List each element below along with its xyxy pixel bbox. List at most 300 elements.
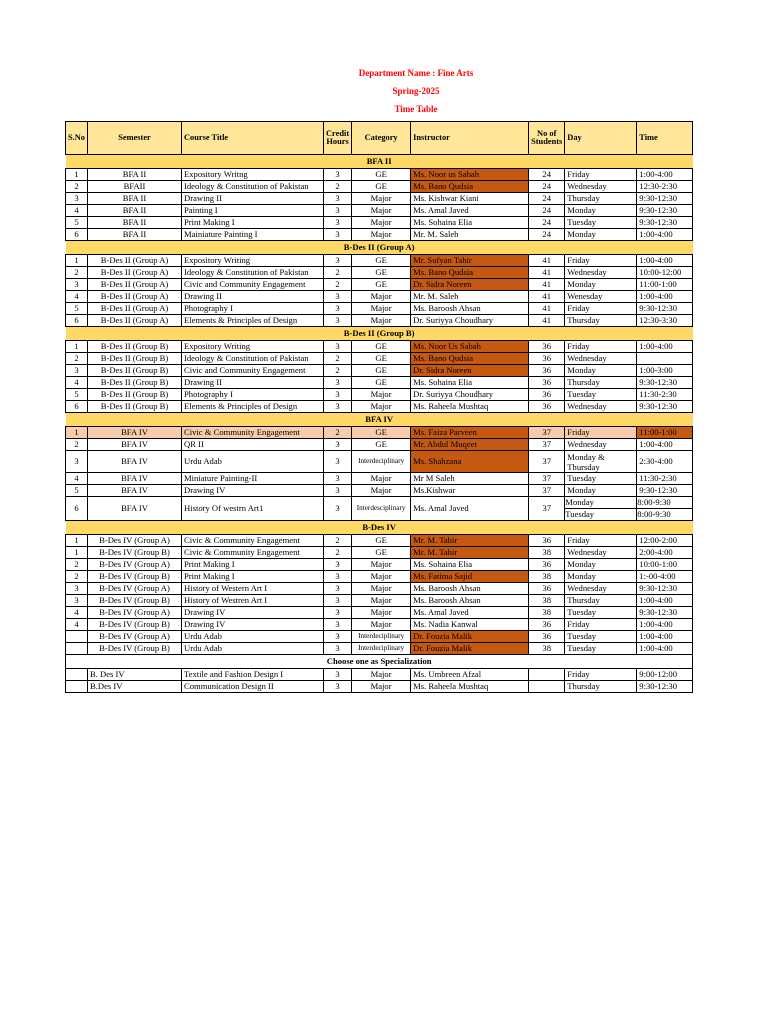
semester-cell: B-Des IV (Group A) [88,559,182,571]
course-cell: Drawing II [182,377,324,389]
day-cell: Wednesday [565,583,637,595]
table-row [66,229,693,241]
credits-cell: 3 [324,439,352,451]
course-cell: Drawing IV [182,485,324,497]
category-cell: GE [352,255,411,267]
sno-cell: 1 [66,169,88,181]
students-cell: 37 [529,497,565,521]
time-cell [637,497,693,521]
time-cell: 1:00-4:00 [637,291,693,303]
instructor-cell: Ms.Kishwar [411,485,529,497]
students-cell: 36 [529,619,565,631]
table-row [66,559,693,571]
category-cell: GE [352,353,411,365]
course-cell: Ideology & Constitution of Pakistan [182,353,324,365]
time-cell: 9:30-12:30 [637,681,693,693]
sno-cell: 4 [66,377,88,389]
category-cell: Major [352,583,411,595]
time-cell: 1:00-4:00 [637,631,693,643]
instructor-cell: Ms. Amal Javed [411,497,529,521]
students-cell: 24 [529,205,565,217]
category-cell: Major [352,229,411,241]
day-cell: Thursday [565,681,637,693]
semester-cell: BFA IV [88,473,182,485]
instructor-cell: Mr M Saleh [411,473,529,485]
semester-cell: BFA II [88,169,182,181]
category-cell: GE [352,427,411,439]
table-row [66,279,693,291]
time-line: 8:00-9:30 [637,497,671,507]
instructor-cell: Mr. M. Tahir [411,547,529,559]
students-cell: 36 [529,341,565,353]
day-cell: Tuesday [565,389,637,401]
course-cell: Mainiature Painting I [182,229,324,241]
sno-cell: 3 [66,193,88,205]
day-cell: Thursday [565,595,637,607]
instructor-cell: Ms. Kishwar Kiani [411,193,529,205]
semester-cell: BFA IV [88,439,182,451]
day-cell: Friday [565,255,637,267]
instructor-cell: Ms. Nadia Kanwal [411,619,529,631]
department-name: Department Name : Fine Arts [358,68,474,78]
semester-cell: B-Des II (Group A) [88,291,182,303]
semester-cell: BFA IV [88,427,182,439]
sno-cell: 4 [66,619,88,631]
table-row [66,547,693,559]
credits-cell: 3 [324,401,352,413]
sno-cell: 4 [66,291,88,303]
day-cell: Tuesday [565,607,637,619]
day-cell: Wednesday [565,401,637,413]
credits-cell: 3 [324,205,352,217]
students-cell: 36 [529,559,565,571]
semester-cell: B-Des IV (Group B) [88,619,182,631]
time-cell: 11:30-2:30 [637,473,693,485]
category-cell: Major [352,681,411,693]
students-cell: 37 [529,451,565,473]
semester-cell: B.Des IV [88,681,182,693]
sno-cell: 4 [66,607,88,619]
credits-cell: 2 [324,547,352,559]
time-cell: 12:30-2:30 [637,181,693,193]
sno-cell: 5 [66,303,88,315]
semester-cell: BFA IV [88,497,182,521]
instructor-cell: Ms. Raheela Mushtaq [411,681,529,693]
time-cell: 10:00-1:00 [637,559,693,571]
category-cell: Major [352,217,411,229]
course-cell: Civic and Community Engagement [182,365,324,377]
term-label: Spring-2025 [392,86,440,96]
section-title: Choose one as Specialization [66,655,693,669]
sno-cell: 6 [66,315,88,327]
instructor-cell: Ms. Noor Us Sabah [411,341,529,353]
credits-cell: 2 [324,353,352,365]
course-cell: Elements & Principles of Design [182,315,324,327]
time-cell [637,353,693,365]
day-cell: Friday [565,619,637,631]
day-cell: Wednesday [565,181,637,193]
category-cell: GE [352,341,411,353]
day-cell: Friday [565,535,637,547]
category-cell: GE [352,279,411,291]
time-cell: 10:00-12:00 [637,267,693,279]
category-cell: Major [352,291,411,303]
table-row [66,643,693,655]
category-cell: GE [352,535,411,547]
sno-cell: 2 [66,267,88,279]
students-cell: 41 [529,267,565,279]
category-cell: Interdeciplinary [352,643,411,655]
header-row [66,122,693,155]
time-cell: 1:00-4:00 [637,643,693,655]
table-row [66,473,693,485]
day-cell: Monday [565,559,637,571]
table-row [66,631,693,643]
students-cell: 38 [529,547,565,559]
sno-cell [66,681,88,693]
col-credit-hours: Credit Hours [324,122,352,155]
section-title: B-Des II (Group A) [66,241,693,255]
category-cell: GE [352,365,411,377]
time-cell: 9:30-12:30 [637,303,693,315]
students-cell: 36 [529,535,565,547]
semester-cell: B-Des II (Group B) [88,389,182,401]
students-cell: 36 [529,631,565,643]
credits-cell: 3 [324,169,352,181]
semester-cell: B-Des II (Group B) [88,377,182,389]
time-cell: 9:30-12:30 [637,217,693,229]
course-cell: Ideology & Constitution of Pakistan [182,267,324,279]
semester-cell: B-Des II (Group B) [88,365,182,377]
credits-cell: 2 [324,365,352,377]
table-row [66,193,693,205]
sno-cell: 4 [66,205,88,217]
category-cell: Major [352,389,411,401]
course-cell: Drawing II [182,291,324,303]
time-cell: 9:30-12:30 [637,205,693,217]
sno-cell: 5 [66,389,88,401]
instructor-cell: Ms. Shahzana [411,451,529,473]
table-row [66,303,693,315]
category-cell: GE [352,547,411,559]
students-cell: 41 [529,279,565,291]
instructor-cell: Ms. Amal Javed [411,205,529,217]
day-cell: Tuesday [565,473,637,485]
instructor-cell: Ms. Faiza Parveen [411,427,529,439]
semester-cell: B-Des IV (Group A) [88,631,182,643]
instructor-cell: Mr. Sufyan Tahir [411,255,529,267]
course-cell: Drawing IV [182,607,324,619]
course-cell: Communication Design II [182,681,324,693]
day-cell: Thursday [565,193,637,205]
sno-cell: 2 [66,571,88,583]
course-cell: History of Westren Art I [182,595,324,607]
course-cell: Elements & Principles of Design [182,401,324,413]
instructor-cell: Mr. M. Saleh [411,229,529,241]
time-cell: 1:00-4:00 [637,619,693,631]
section-header [66,413,693,427]
sno-cell [66,643,88,655]
course-cell: Civic & Community Engagement [182,535,324,547]
semester-cell: BFA II [88,217,182,229]
credits-cell: 3 [324,583,352,595]
course-cell: Drawing IV [182,619,324,631]
sno-cell: 6 [66,401,88,413]
day-cell: Monday [565,365,637,377]
instructor-cell: Dr. Sidra Noreen [411,365,529,377]
day-cell: Monday [565,571,637,583]
category-cell: GE [352,377,411,389]
sno-cell: 2 [66,559,88,571]
course-cell: Textile and Fashion Design I [182,669,324,681]
students-cell: 38 [529,607,565,619]
semester-cell: BFA IV [88,451,182,473]
credits-cell: 3 [324,681,352,693]
sno-cell: 3 [66,595,88,607]
instructor-cell: Ms. Umbreen Afzal [411,669,529,681]
semester-cell: BFAII [88,181,182,193]
semester-cell: B. Des IV [88,669,182,681]
instructor-cell: Dr. Fouzia Malik [411,631,529,643]
sno-cell: 1 [66,427,88,439]
table-row [66,169,693,181]
semester-cell: B-Des II (Group B) [88,341,182,353]
time-cell: 1:-00-4:00 [637,571,693,583]
credits-cell: 3 [324,473,352,485]
table-row [66,315,693,327]
sno-cell: 6 [66,229,88,241]
semester-cell: B-Des IV (Group A) [88,535,182,547]
col-day: Day [565,122,637,155]
time-cell: 1:00-3:00 [637,365,693,377]
semester-cell: B-Des IV (Group B) [88,595,182,607]
semester-cell: B-Des IV (Group B) [88,547,182,559]
credits-cell: 3 [324,669,352,681]
time-cell: 11:00-1:00 [637,279,693,291]
instructor-cell: Dr. Suriyya Choudhary [411,315,529,327]
table-row [66,377,693,389]
category-cell: Major [352,607,411,619]
table-row [66,669,693,681]
time-cell: 9:30-12:30 [637,607,693,619]
course-cell: Urdu Adab [182,451,324,473]
table-row [66,217,693,229]
students-cell: 38 [529,595,565,607]
col-instructor: Instructor [411,122,529,155]
semester-cell: B-Des IV (Group A) [88,583,182,595]
instructor-cell: Ms. Sohaina Elia [411,559,529,571]
semester-cell: B-Des II (Group A) [88,279,182,291]
sno-cell: 3 [66,583,88,595]
sno-cell: 5 [66,217,88,229]
sno-cell: 3 [66,451,88,473]
course-cell: Drawing II [182,193,324,205]
table-row [66,571,693,583]
instructor-cell: Ms. Baroosh Ahsan [411,595,529,607]
students-cell: 37 [529,485,565,497]
category-cell: Major [352,619,411,631]
day-cell: Wednesday [565,267,637,279]
time-cell: 9:30-12:30 [637,377,693,389]
table-row [66,255,693,267]
instructor-cell: Ms. Noor us Sabah [411,169,529,181]
day-cell: Wenesday [565,291,637,303]
time-cell: 9:30-12:30 [637,485,693,497]
category-cell: Interdeciplinary [352,631,411,643]
category-cell: Major [352,401,411,413]
credits-cell: 3 [324,255,352,267]
page-title: Time Table [394,104,438,114]
time-cell: 9:00-12:00 [637,669,693,681]
semester-cell: B-Des II (Group A) [88,255,182,267]
semester-cell: B-Des IV (Group B) [88,571,182,583]
instructor-cell: Ms. Fatima Sajid [411,571,529,583]
course-cell: Photography I [182,389,324,401]
credits-cell: 3 [324,291,352,303]
course-cell: QR II [182,439,324,451]
table-row [66,583,693,595]
instructor-cell: Dr. Fouzia Malik [411,643,529,655]
course-cell: Print Making I [182,571,324,583]
credits-cell: 3 [324,497,352,521]
instructor-cell: Ms. Bano Qudsia [411,353,529,365]
students-cell: 24 [529,169,565,181]
instructor-cell: Ms. Raheela Mushtaq [411,401,529,413]
students-cell: 37 [529,473,565,485]
time-cell: 9:30-12:30 [637,193,693,205]
students-cell [529,669,565,681]
semester-cell: B-Des IV (Group A) [88,607,182,619]
credits-cell: 3 [324,377,352,389]
instructor-cell: Ms. Bano Qudsia [411,181,529,193]
section-title: BFA IV [66,413,693,427]
section-header [66,155,693,169]
day-cell: Thursday [565,377,637,389]
time-cell: 1:00-4:00 [637,255,693,267]
students-cell [529,681,565,693]
credits-cell: 3 [324,315,352,327]
semester-cell: B-Des II (Group A) [88,267,182,279]
col-semester: Semester [88,122,182,155]
time-cell: 11:30-2:30 [637,389,693,401]
time-cell: 1:00-4:00 [637,439,693,451]
credits-cell: 2 [324,267,352,279]
course-cell: Civic & Community Engagement [182,547,324,559]
instructor-cell: Dr. Sidra Noreen [411,279,529,291]
time-cell: 9:30-12:30 [637,401,693,413]
time-line: 8:00-9:30 [637,508,692,520]
course-cell: Expository Writng [182,169,324,181]
credits-cell: 3 [324,303,352,315]
table-row [66,427,693,439]
course-cell: Photography I [182,303,324,315]
category-cell: Major [352,571,411,583]
time-cell: 2:30-4:00 [637,451,693,473]
students-cell: 36 [529,583,565,595]
students-cell: 37 [529,427,565,439]
students-cell: 24 [529,217,565,229]
course-cell: Ideology & Constitution of Pakistan [182,181,324,193]
credits-cell: 3 [324,559,352,571]
sno-cell: 1 [66,255,88,267]
sno-cell: 1 [66,341,88,353]
credits-cell: 3 [324,217,352,229]
students-cell: 37 [529,439,565,451]
section-title: B-Des IV [66,521,693,535]
course-cell: History Of westrn Art1 [182,497,324,521]
table-row [66,353,693,365]
col-students: No of Students [529,122,565,155]
timetable [65,121,693,693]
category-cell: GE [352,439,411,451]
category-cell: GE [352,181,411,193]
credits-cell: 2 [324,427,352,439]
course-cell: Civic & Community Engagement [182,427,324,439]
credits-cell: 3 [324,619,352,631]
category-cell: Major [352,669,411,681]
section-header [66,327,693,341]
semester-cell: B-Des II (Group B) [88,353,182,365]
credits-cell: 2 [324,535,352,547]
semester-cell: BFA II [88,229,182,241]
students-cell: 36 [529,353,565,365]
sno-cell: 6 [66,497,88,521]
time-cell: 2:00-4:00 [637,547,693,559]
table-row [66,485,693,497]
section-title: BFA II [66,155,693,169]
course-cell: Urdu Adab [182,643,324,655]
day-cell: Friday [565,341,637,353]
table-row [66,341,693,353]
course-cell: Print Making I [182,217,324,229]
students-cell: 24 [529,193,565,205]
category-cell: Major [352,303,411,315]
credits-cell: 3 [324,607,352,619]
semester-cell: BFA II [88,205,182,217]
instructor-cell: Dr. Suriyya Choudhary [411,389,529,401]
course-cell: Civic and Community Engagement [182,279,324,291]
day-cell: Friday [565,427,637,439]
category-cell: Major [352,473,411,485]
day-line: Tuesday [565,508,636,520]
time-cell: 1:00-4:00 [637,595,693,607]
credits-cell: 3 [324,193,352,205]
day-cell [565,497,637,521]
sno-cell: 3 [66,365,88,377]
course-cell: History of Western Art I [182,583,324,595]
semester-cell: BFA IV [88,485,182,497]
category-cell: Major [352,205,411,217]
time-cell: 9:30-12:30 [637,583,693,595]
table-row [66,607,693,619]
credits-cell: 2 [324,279,352,291]
students-cell: 38 [529,643,565,655]
credits-cell: 3 [324,595,352,607]
section-title: B-Des II (Group B) [66,327,693,341]
sno-cell: 4 [66,473,88,485]
students-cell: 24 [529,181,565,193]
time-cell: 1:00-4:00 [637,229,693,241]
instructor-cell: Ms. Baroosh Ahsan [411,583,529,595]
sno-cell: 3 [66,279,88,291]
course-cell: Painting I [182,205,324,217]
day-cell: Monday & Thursday [565,451,637,473]
sno-cell: 2 [66,181,88,193]
students-cell: 36 [529,401,565,413]
credits-cell: 3 [324,631,352,643]
time-cell: 12:00-2:00 [637,535,693,547]
category-cell: Major [352,193,411,205]
